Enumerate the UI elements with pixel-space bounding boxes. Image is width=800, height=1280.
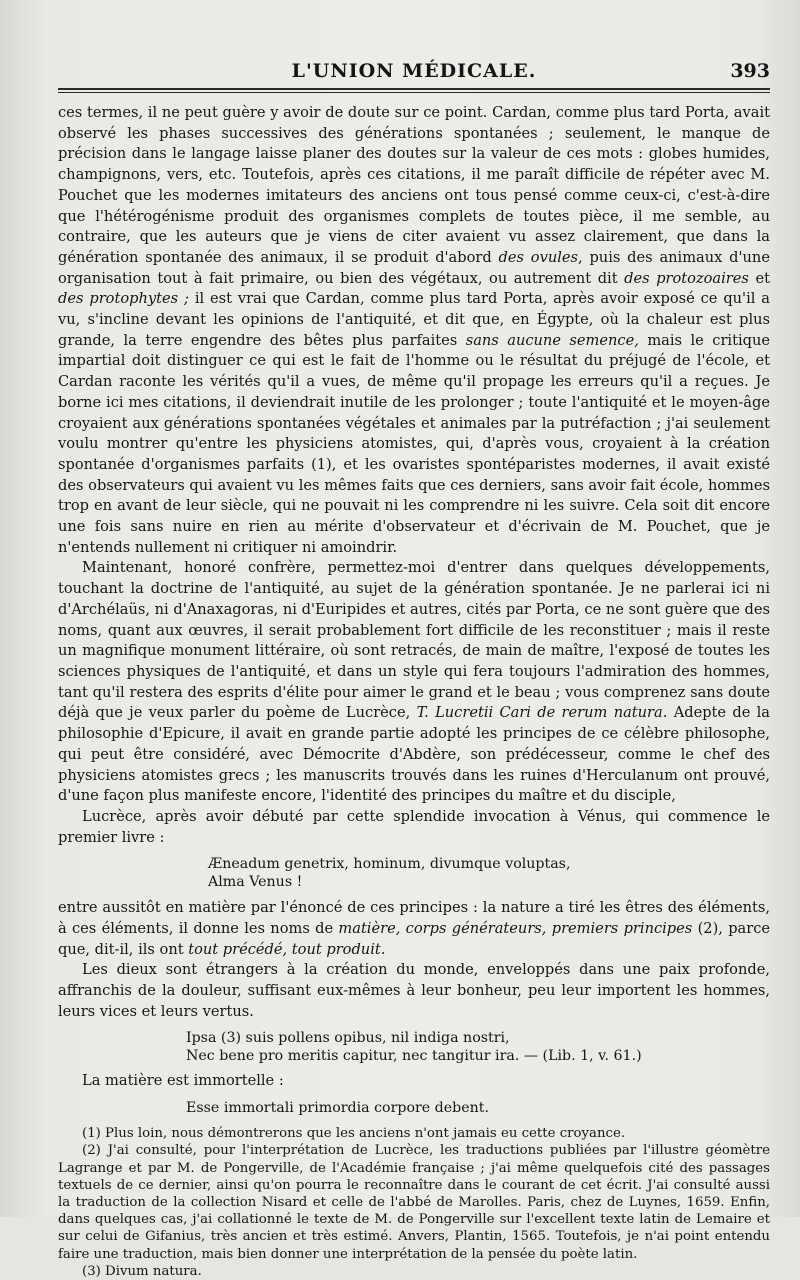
verse-line: Æneadum genetrix, hominum, divumque voluptas, <box>208 856 571 873</box>
verse-block-2 <box>186 1029 770 1065</box>
header-rule-thin <box>58 92 770 93</box>
paragraph-4 <box>58 898 770 960</box>
italic-run: matière, corps générateurs, premiers principes <box>338 920 693 938</box>
text-run: , puis des animaux d'une organisation tout à fait primaire, ou bien des végétaux, ou autrement dit <box>58 248 770 287</box>
page-number: 393 <box>730 60 770 82</box>
italic-run: T. Lucretii Cari de rerum natura. <box>416 704 668 722</box>
text-run: ces termes, il ne peut guère y avoir de doute sur ce point. Cardan, comme plus tard Porta, avait observé les phases successives des générations spontanées ; seulement, le manque de précision dans le langage laisse planer des doutes sur la valeur de ces mots : globes humides, champignons, vers, etc. Toutefois, après ces citations, il me paraît difficile de répéter avec M. Pouchet que les modernes imitateurs des anciens ont tous pensé comme ceux-ci, c'est-à-dire que l'hétérogénisme produit des organismes complets de toutes pièce, il me semble, au contraire, que les auteurs que je viens de citer avaient vu assez clairement, que dans la génération spontanée des animaux, il se produit d'abord <box>58 104 770 266</box>
page-header <box>58 58 770 86</box>
paragraph-2 <box>58 558 770 806</box>
paragraph-5: Les dieux sont étrangers à la création du monde, enveloppés dans une paix profonde, affranchis de la douleur, suffisant eux-mêmes à leur bonheur, peu leur importent les hommes, leurs vices et leurs vertus. <box>58 961 770 1020</box>
verse-block-3 <box>186 1099 770 1117</box>
verse-line: Esse immortali primordia corpore debent. <box>186 1100 489 1117</box>
article-body <box>58 103 770 1280</box>
text-run: et <box>755 269 770 287</box>
italic-run: des protozoaires <box>624 269 749 287</box>
footnote-2: (2) J'ai consulté, pour l'interprétation de Lucrèce, les traductions publiées par l'illustre géomètre Lagrange et par M. de Pongerville, de l'Académie française ; j'ai même quelquefois cité des passages textuels de ce dernier, ainsi qu'on pourra le reconnaître dans le courant de cet écrit. J'ai consulté aussi la traduction de la collection Nisard et celle de l'abbé de Marolles. Paris, chez de Luynes, 1659. Enfin, dans quelques cas, j'ai collationné le texte de M. de Pongerville sur l'excellent texte latin de Lemaire et sur celui de Gifanius, très ancien et très estimé. Anvers, Plantin, 1565. Toutefois, je n'ai point entendu faire une traduction, mais bien donner une interprétation de la pensée du poète latin. <box>58 1143 770 1262</box>
text-run: Adepte de la philosophie d'Epicure, il avait en grande partie adopté les principes de ce célèbre philosophe, qui peut être considéré, avec Démocrite d'Abdère, son prédécesseur, comme le chef des physiciens atomistes grecs ; les manuscrits trouvés dans les ruines d'Herculanum ont prouvé, d'une façon plus manifeste encore, l'identité des principes du maître et du disciple, <box>58 704 770 805</box>
paragraph-3: Lucrèce, après avoir débuté par cette splendide invocation à Vénus, qui commence le premier livre : <box>58 807 770 846</box>
text-run: il est vrai que Cardan, comme plus tard Porta, après avoir exposé ce qu'il a vu, s'incline devant les opinions de l'antiquité, et dit que, en Égypte, où la chaleur est plus grande, la terre engendre des bêtes plus parfaites <box>58 290 770 349</box>
text-run: (2), parce que, dit-il, ils ont <box>58 920 771 958</box>
text-run: Maintenant, honoré confrère, permettez-moi d'entrer dans quelques développements, touchant la doctrine de l'antiquité, au sujet de la génération spontanée. Je ne parlerai ici ni d'Archélaüs, ni d'Anaxagoras, ni d'Euripides et autres, cités par Porta, ce ne sont guère que des noms, quant aux œuvres, il serait probablement fort difficile de les reconstituer ; mais il reste un magnifique monument littéraire, où sont retracés, de main de maître, l'exposé de toutes les sciences physiques de l'antiquité, et dans un style qui fera toujours l'admiration des hommes, tant qu'il restera des esprits d'élite pour aimer le grand et le beau ; vous comprenez sans doute déjà que je veux parler du poème de Lucrèce, <box>58 559 770 722</box>
footnote-1: (1) Plus loin, nous démontrerons que les anciens n'ont jamais eu cette croyance. <box>82 1126 626 1142</box>
text-run: mais le critique impartial doit distinguer ce qui est le fait de l'homme ou le résultat du préjugé de l'école, et Cardan raconte les vérités qu'il a vues, de même qu'il propage les erreurs qu'il a reçues. Je borne ici mes citations, il deviendrait inutile de les prolonger ; toute l'antiquité et le moyen-âge croyaient aux générations spontanées végétales et animales par la putréfaction ; j'ai seulement voulu montrer qu'entre les physiciens atomistes, qui, d'après vous, croyaient à la création spontanée d'organismes parfaits (1), et les ovaristes spontéparistes modernes, il avait existé des observateurs qui avaient vu les mêmes faits que ces derniers, sans avoir fait école, hommes trop en avant de leur siècle, qui ne pouvait ni les comprendre ni les suivre. Cela soit dit encore une fois sans nuire en rien au mérite d'observateur et d'écrivain de M. Pouchet, que je n'entends nullement ni critiquer ni amoindrir. <box>58 331 770 556</box>
italic-run: sans aucune semence, <box>465 331 639 349</box>
paragraph-1 <box>58 103 770 558</box>
verse-line: Nec bene pro meritis capitur, nec tangitur ira. — (Lib. 1, v. 61.) <box>186 1047 642 1064</box>
verse-block-1 <box>208 855 770 891</box>
text-run: entre aussitôt en matière par l'énoncé de ces principes : la nature a tiré les êtres des éléments, à ces éléments, il donne les noms de <box>58 899 770 938</box>
running-title: L'UNION MÉDICALE. <box>291 60 537 82</box>
italic-run: tout précédé, tout produit. <box>188 940 386 958</box>
header-rule <box>58 88 770 90</box>
paragraph-6: La matière est immortelle : <box>82 1071 284 1089</box>
italic-run: des ovules <box>498 248 579 266</box>
verse-line: Alma Venus ! <box>208 874 303 891</box>
footnotes <box>58 1125 770 1280</box>
verse-line: Ipsa (3) suis pollens opibus, nil indiga nostri, <box>186 1029 510 1046</box>
footnote-3: (3) Divum natura. <box>82 1263 202 1279</box>
italic-run: des protophytes ; <box>58 290 189 308</box>
